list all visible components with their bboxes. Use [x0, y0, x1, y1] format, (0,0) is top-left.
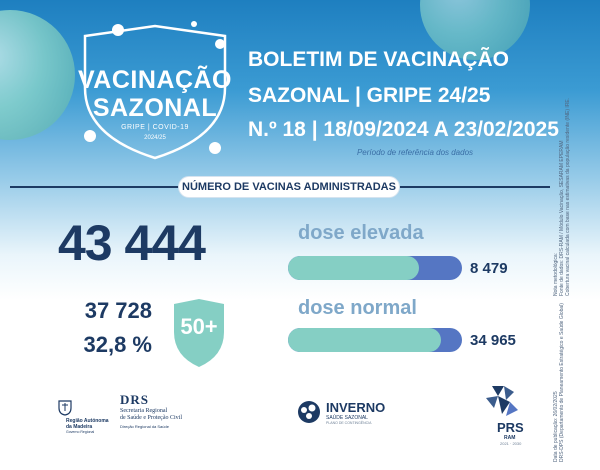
prs-logo-sub: RAM	[504, 435, 516, 441]
side-note-line: Data de publicação: 26/02/2025	[553, 391, 559, 462]
prs-logo-title: PRS	[497, 420, 524, 435]
dose-elevada-bar-fill	[288, 256, 419, 280]
section-title: NÚMERO DE VACINAS ADMINISTRADAS	[178, 176, 400, 198]
drs-logo-line3: Direção Regional da Saúde	[120, 424, 169, 429]
total-vaccines: 43 444	[58, 215, 205, 271]
campaign-title-line2: SAZONAL	[92, 94, 218, 122]
bulletin-title-line1: BOLETIM DE VACINAÇÃO	[248, 48, 509, 71]
ram-logo-line1: Região Autónoma	[66, 418, 109, 424]
side-note-line: Nota metodológica:	[553, 252, 559, 296]
dose-elevada-value: 8 479	[470, 260, 508, 277]
side-note-line: DRS-DPS (Departamento de Planeamento Estratégico e Saúde Global)	[559, 303, 565, 462]
dose-normal-bar	[288, 328, 462, 352]
ram-logo-line3: Governo Regional	[66, 430, 95, 434]
inverno-logo-icon	[294, 398, 324, 424]
period-note: Período de referência dos dados	[356, 148, 474, 157]
dose-normal-value: 34 965	[470, 332, 516, 349]
bulletin-number-period: N.º 18 | 18/09/2024 A 23/02/2025	[248, 118, 559, 141]
inverno-logo-sub2: PLANO DE CONTINGÊNCIA	[326, 421, 372, 425]
age-group-label: 50+	[180, 314, 218, 339]
dose-normal-bar-fill	[288, 328, 441, 352]
dose-elevada-bar	[288, 256, 462, 280]
dose-normal-label: dose normal	[298, 297, 417, 319]
drs-logo-line1: Secretaria Regional	[120, 408, 168, 414]
inverno-logo-title: INVERNO	[326, 400, 386, 415]
campaign-season: 2024/25	[144, 135, 166, 141]
side-note-line: Cobertura vacinal calculada com base nas estimativas da população residente (INE) IRE.	[565, 97, 571, 296]
age-group-count: 37 728	[84, 298, 152, 323]
side-note-line: Fonte de dados: DRS-RAM / Módulo Vacinação, SESARAM EPERAM	[559, 140, 565, 296]
bulletin-title-line2: SAZONAL | GRIPE 24/25	[248, 84, 491, 107]
virus-illustration	[0, 10, 75, 140]
age-group-percent: 32,8 %	[83, 332, 152, 357]
ram-logo-line2: da Madeira	[66, 424, 93, 430]
prs-logo-sub2: 2021 · 2030	[500, 441, 522, 446]
inverno-logo-sub: SAÚDE SAZONAL	[326, 415, 368, 421]
ram-crest-icon	[58, 400, 72, 416]
campaign-subtitle: GRIPE | COVID-19	[121, 124, 189, 131]
drs-logo-line2: de Saúde e Proteção Civil	[120, 415, 182, 421]
campaign-title-line1: VACINAÇÃO	[77, 66, 233, 94]
drs-logo-mark: DRS	[120, 392, 150, 407]
prs-logo-icon	[482, 384, 522, 420]
dose-elevada-label: dose elevada	[298, 222, 424, 244]
